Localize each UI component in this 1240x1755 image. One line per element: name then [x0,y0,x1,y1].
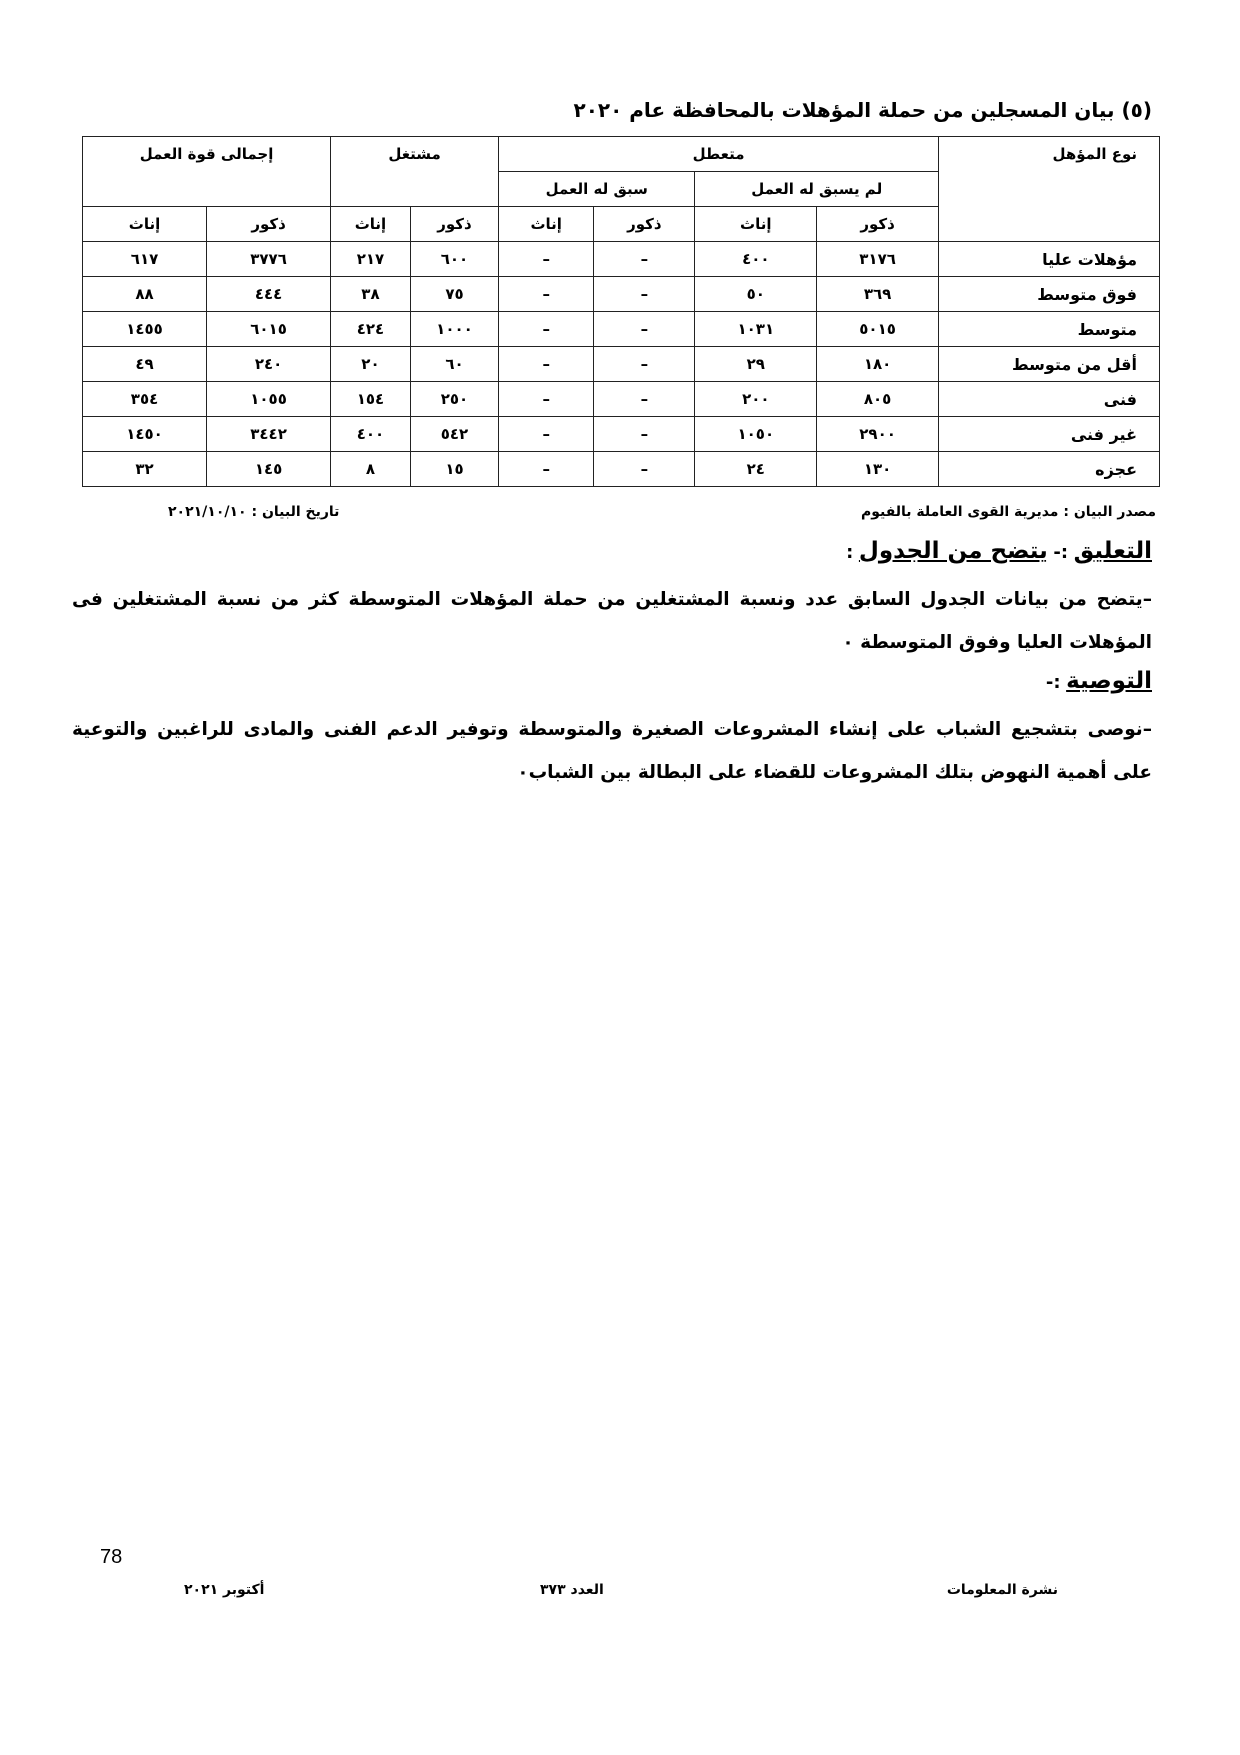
table-row [83,347,1160,382]
header-employed: مشتغل [331,137,499,207]
cell-never-worked-female: ٢٠٠ [695,382,817,417]
header-male: ذكور [410,207,498,242]
cell-never-worked-male: ٨٠٥ [817,382,939,417]
cell-never-worked-male: ٢٩٠٠ [817,417,939,452]
cell-total-female: ٨٨ [83,277,207,312]
cell-previously-worked-female: – [499,382,594,417]
header-male: ذكور [207,207,331,242]
row-label: أقل من متوسط [939,347,1160,382]
header-male: ذكور [817,207,939,242]
cell-never-worked-female: ٤٠٠ [695,242,817,277]
cell-previously-worked-male: – [594,417,695,452]
header-female: إناث [695,207,817,242]
cell-never-worked-male: ٥٠١٥ [817,312,939,347]
recommendation-text: –نوصى بتشجيع الشباب على إنشاء المشروعات الصغيرة والمتوسطة وتوفير الدعم الفنى والمادى للراغبين والتوعية على أهمية النهوض بتلك المشروعات للقضاء على البطالة بين الشباب٠ [72,719,1152,783]
table-row [83,312,1160,347]
cell-previously-worked-male: – [594,242,695,277]
cell-total-female: ١٤٥٠ [83,417,207,452]
header-unemployed: متعطل [499,137,939,172]
cell-never-worked-female: ١٠٥٠ [695,417,817,452]
cell-previously-worked-female: – [499,242,594,277]
cell-previously-worked-female: – [499,452,594,487]
recommendation-heading [1046,668,1152,694]
page-number: 78 [100,1546,123,1568]
cell-employed-female: ٤٢٤ [331,312,411,347]
comment-subtitle: يتضح من الجدول [858,538,1048,564]
footer-date: أكتوبر ٢٠٢١ [184,1582,265,1598]
cell-previously-worked-female: – [499,312,594,347]
cell-previously-worked-male: – [594,277,695,312]
recommendation-title: التوصية [1066,668,1152,694]
cell-never-worked-female: ١٠٣١ [695,312,817,347]
cell-employed-male: ٥٤٢ [410,417,498,452]
cell-employed-female: ١٥٤ [331,382,411,417]
header-previously-worked: سبق له العمل [499,172,695,207]
cell-employed-male: ٦٠٠ [410,242,498,277]
cell-never-worked-male: ٣٦٩ [817,277,939,312]
row-label: فوق متوسط [939,277,1160,312]
cell-total-female: ٣٥٤ [83,382,207,417]
header-total-labor-force: إجمالى قوة العمل [83,137,331,207]
header-male: ذكور [594,207,695,242]
cell-total-female: ٦١٧ [83,242,207,277]
cell-employed-female: ٨ [331,452,411,487]
header-female: إناث [83,207,207,242]
cell-never-worked-female: ٢٤ [695,452,817,487]
row-label: غير فنى [939,417,1160,452]
cell-previously-worked-male: – [594,312,695,347]
row-label: مؤهلات عليا [939,242,1160,277]
table-row [83,417,1160,452]
cell-never-worked-male: ٣١٧٦ [817,242,939,277]
cell-never-worked-male: ١٨٠ [817,347,939,382]
cell-never-worked-female: ٥٠ [695,277,817,312]
data-source: مصدر البيان : مديرية القوى العاملة بالفيوم [860,504,1156,520]
table-row [83,242,1160,277]
cell-never-worked-female: ٢٩ [695,347,817,382]
cell-employed-male: ٢٥٠ [410,382,498,417]
cell-previously-worked-female: – [499,347,594,382]
cell-total-male: ١٤٥ [207,452,331,487]
cell-total-female: ٤٩ [83,347,207,382]
comment-text: –يتضح من بيانات الجدول السابق عدد ونسبة المشتغلين من حملة المؤهلات المتوسطة كثر من نسبة المشتغلين فى المؤهلات العليا وفوق المتوسطة ٠ [72,589,1152,653]
comment-subtitle-separator: : [846,542,854,563]
cell-employed-female: ٢٠ [331,347,411,382]
cell-total-male: ٣٤٤٢ [207,417,331,452]
cell-employed-female: ٢١٧ [331,242,411,277]
data-date: تاريخ البيان : ٢٠٢١/١٠/١٠ [168,504,340,520]
header-female: إناث [331,207,411,242]
row-label: عجزه [939,452,1160,487]
cell-previously-worked-male: – [594,382,695,417]
row-label: متوسط [939,312,1160,347]
header-never-worked: لم يسبق له العمل [695,172,939,207]
comment-separator: :- [1053,542,1069,563]
row-label: فنى [939,382,1160,417]
cell-total-male: ٦٠١٥ [207,312,331,347]
header-qualification-type: نوع المؤهل [939,137,1160,242]
table-row [83,277,1160,312]
qualifications-table [82,136,1160,487]
cell-never-worked-male: ١٣٠ [817,452,939,487]
cell-total-male: ٤٤٤ [207,277,331,312]
footer-issue: العدد ٣٧٣ [540,1582,604,1598]
cell-previously-worked-male: – [594,347,695,382]
recommendation-separator: :- [1045,672,1061,693]
table-row [83,382,1160,417]
footer-publication: نشرة المعلومات [946,1582,1058,1598]
table-row [83,452,1160,487]
cell-employed-female: ٣٨ [331,277,411,312]
cell-employed-male: ١٥ [410,452,498,487]
header-female: إناث [499,207,594,242]
cell-total-male: ٣٧٧٦ [207,242,331,277]
comment-heading [846,538,1152,564]
cell-employed-male: ٧٥ [410,277,498,312]
cell-total-female: ١٤٥٥ [83,312,207,347]
cell-previously-worked-male: – [594,452,695,487]
cell-employed-male: ٦٠ [410,347,498,382]
cell-total-male: ١٠٥٥ [207,382,331,417]
table-title: (٥) بيان المسجلين من حملة المؤهلات بالمحافظة عام ٢٠٢٠ [573,98,1152,122]
cell-previously-worked-female: – [499,277,594,312]
cell-employed-male: ١٠٠٠ [410,312,498,347]
comment-title: التعليق [1073,538,1152,564]
cell-employed-female: ٤٠٠ [331,417,411,452]
cell-total-female: ٣٢ [83,452,207,487]
cell-total-male: ٢٤٠ [207,347,331,382]
cell-previously-worked-female: – [499,417,594,452]
